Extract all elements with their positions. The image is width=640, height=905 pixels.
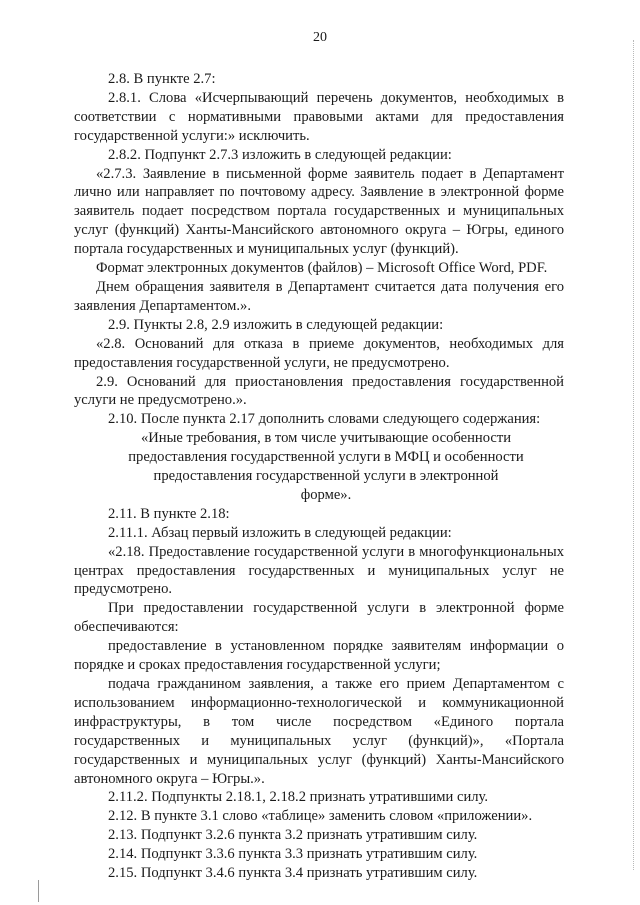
paragraph-2-8-2: 2.8.2. Подпункт 2.7.3 изложить в следующей редакции: [108,146,452,163]
paragraph-other-requirements: «Иные требования, в том числе учитывающие особенности предоставления государственной услуги в МФЦ и особенности предоставления государственной услуги в электронной форме». [128,430,524,503]
paragraph-2-10: 2.10. После пункта 2.17 дополнить словами следующего содержания: [108,411,541,428]
paragraph-2-14: 2.14. Подпункт 3.3.6 пункта 3.3 признать утратившим силу. [108,846,478,863]
paragraph-submission: подача гражданином заявления, а также его прием Департаментом с использованием информационно-технологической и коммуникационной инфраструктуры, в том числе посредством «Единого портала государственных и муниципальных услуг (функций)», «Портала государственных и муниципальных услуг (функций) Ханты-Мансийского автономного округа – Югры.». [74,676,564,787]
paragraph-2-9: 2.9. Пункты 2.8, 2.9 изложить в следующей редакции: [108,316,444,333]
paragraph-application-date: Днем обращения заявителя в Департамент считается дата получения его заявления Департаментом.». [74,278,564,314]
scan-edge-line [632,40,634,870]
paragraph-2-11: 2.11. В пункте 2.18: [108,505,230,522]
paragraph-2-8-1: 2.8.1. Слова «Исчерпывающий перечень документов, необходимых в соответствии с нормативными правовыми актами для предоставления государственной услуги:» исключить. [74,89,564,144]
paragraph-2-15: 2.15. Подпункт 3.4.6 пункта 3.4 признать утратившим силу. [108,865,478,882]
page-number: 20 [313,30,327,45]
paragraph-information: предоставление в установленном порядке заявителям информации о порядке и сроках предоставления государственной услуги; [74,638,564,674]
paragraph-electronic-form: При предоставлении государственной услуги в электронной форме обеспечиваются: [74,600,564,636]
paragraph-2-7-3-quote: «2.7.3. Заявление в письменной форме заявитель подает в Департамент лично или направляет по почтовому адресу. Заявление в электронной форме заявитель подает посредством портала государственных и муниципальных услуг (функций) Ханты-Мансийского автономного округа – Югры, единого портала государственных и муниципальных услуг (функций). [74,165,564,258]
paragraph-2-11-2: 2.11.2. Подпункты 2.18.1, 2.18.2 признать утратившими силу. [108,789,489,806]
paragraph-2-11-1: 2.11.1. Абзац первый изложить в следующей редакции: [108,524,452,541]
paragraph-2-18-quote: «2.18. Предоставление государственной услуги в многофункциональных центрах предоставления государственных и муниципальных услуг не предусмотрено. [74,543,564,598]
paragraph-2-12: 2.12. В пункте 3.1 слово «таблице» заменить словом «приложении». [108,808,533,825]
paragraph-2-8-quote: «2.8. Оснований для отказа в приеме документов, необходимых для предоставления государственной услуги, не предусмотрено. [74,335,564,371]
paragraph-2-13: 2.13. Подпункт 3.2.6 пункта 3.2 признать утратившим силу. [108,827,478,844]
paragraph-2-8: 2.8. В пункте 2.7: [108,71,216,87]
paragraph-file-format: Формат электронных документов (файлов) – Microsoft Office Word, PDF. [96,260,548,277]
paragraph-2-9-quote: 2.9. Оснований для приостановления предоставления государственной услуги не предусмотрено.». [74,373,564,409]
scan-margin-mark [38,880,39,902]
document-body [74,70,564,883]
